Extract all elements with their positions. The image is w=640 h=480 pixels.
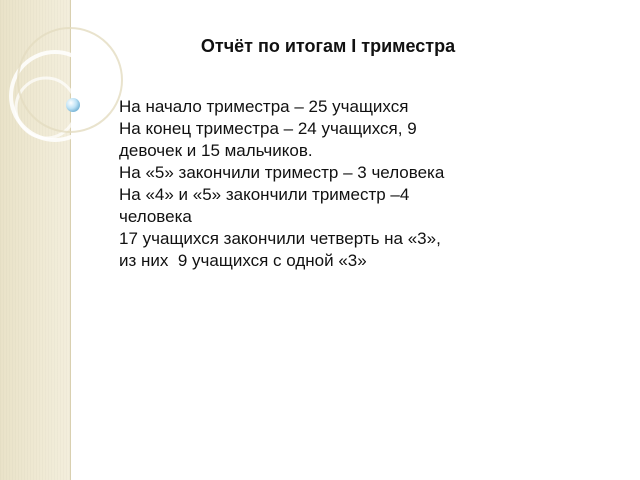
report-line-end: На конец триместра – 24 учащихся, 9: [119, 119, 417, 138]
decorative-side-band: [0, 0, 71, 480]
report-line-end-cont: девочек и 15 мальчиков.: [119, 141, 313, 160]
report-body: [119, 96, 539, 272]
report-line-grade45-cont: человека: [119, 207, 192, 226]
report-line-grade5: На «5» закончили триместр – 3 человека: [119, 163, 445, 182]
report-line-grade3: 17 учащихся закончили четверть на «3»,: [119, 229, 441, 248]
report-line-grade45: На «4» и «5» закончили триместр –4: [119, 185, 410, 204]
report-line-grade3-cont: из них 9 учащихся с одной «3»: [119, 251, 367, 270]
page-title: Отчёт по итогам I триместра: [200, 36, 456, 56]
report-line-start: На начало триместра – 25 учащихся: [119, 97, 409, 116]
